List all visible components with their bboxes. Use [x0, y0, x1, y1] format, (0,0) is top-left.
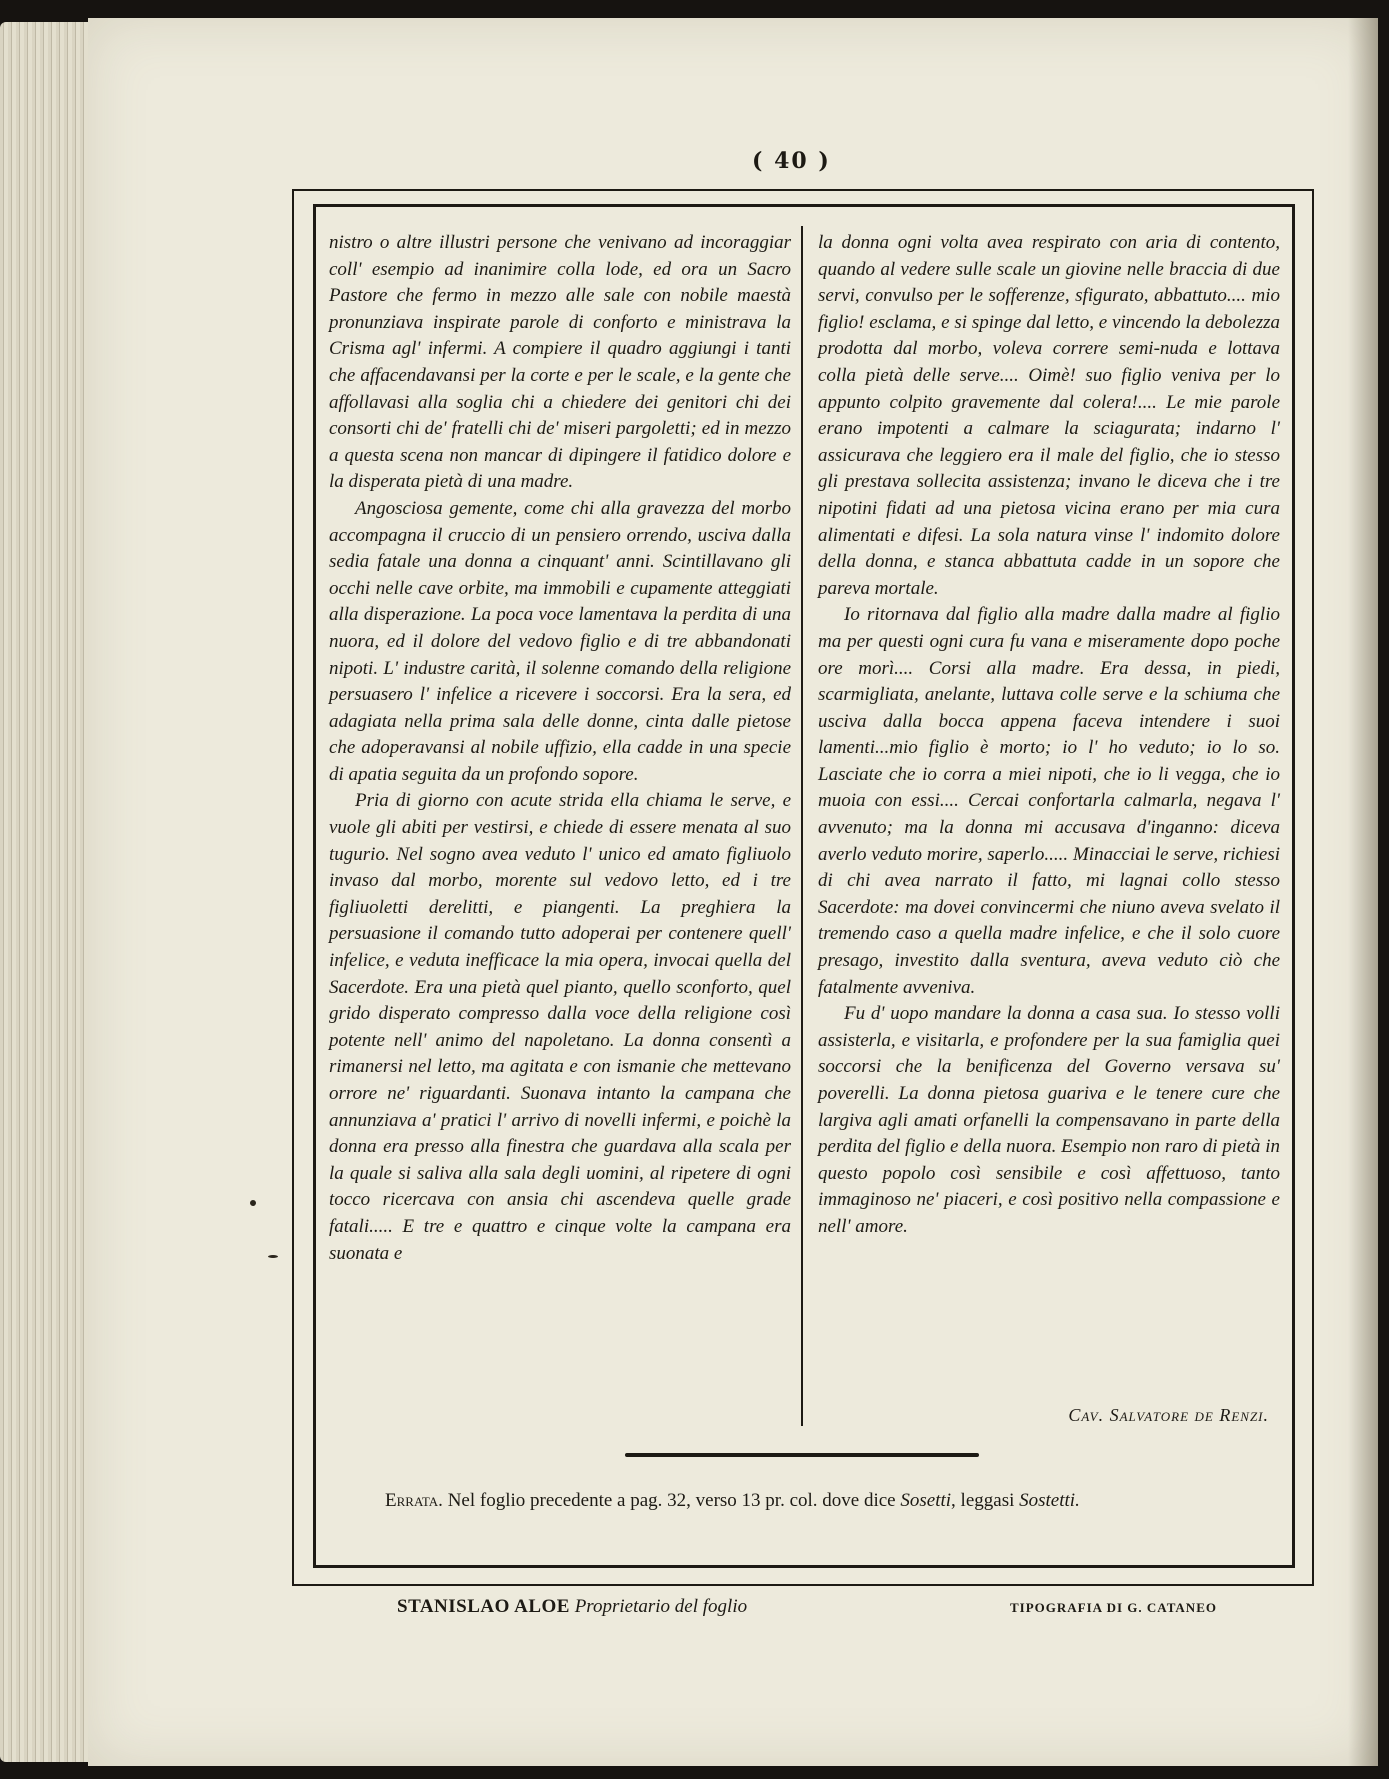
- author-signature: Cav. Salvatore de Renzi.: [1068, 1405, 1269, 1425]
- paragraph: Fu d' uopo mandare la donna a casa sua. Io stesso volli assisterla, e visitarla, e profondere per la sua famiglia quei soccorsi che la benificenza del Governo versava su' poverelli. La donna pietosa guariva e le tenere cure che largiva agli amati orfanelli la compensavano in parte della perdita del figlio e della nuora. Esempio non raro di pietà in questo popolo così sensibile e così affettuoso, tanto immaginoso ne' piaceri, e così positivo nella compassione e nell' amore.: [818, 1003, 1280, 1237]
- section-rule: [625, 1453, 979, 1457]
- paragraph: Io ritornava dal figlio alla madre dalla madre al figlio ma per questi ogni cura fu vana e miseramente dopo poche ore morì.... Corsi alla madre. Era dessa, in piedi, scarmigliata, anelante, luttava colle serve e la schiuma che usciva dalla bocca appena faceva intendere i suoi lamenti...mio figlio è morto; io l' ho veduto; io lo so. Lasciate che io corra a miei nipoti, che io li vegga, che io muoia con essi.... Cercai confortarla calmarla, negava l' avvenuto; ma la donna mi accusava d'inganno: diceva averlo veduto morire, saperlo..... Minacciai le serve, richiesi di chi avea narrato il fatto, mi lagnai collo stesso Sacerdote: ma dovei convincermi che niuno aveva svelato il tremendo caso a quella madre infelice, e che il solo cuore presago, investito dalla sventura, aveva veduto ciò che fatalmente avveniva.: [818, 604, 1280, 998]
- errata-text-b: , leggasi: [951, 1490, 1020, 1511]
- paragraph: Pria di giorno con acute strida ella chiama le serve, e vuole gli abiti per vestirsi, e chiede di essere menata al suo tugurio. Nel sogno avea veduto l' unico ed amato figliuolo invaso dal morbo, morente sul vedovo letto, ed i tre figliuoletti derelitti, e piangenti. La preghiera la persuasione il comando tutto adoperai per contenere quell' infelice, e veduta inefficace la mia opera, invocai quella del Sacerdote. Era una pietà quel pianto, quello sconforto, quel grido disperato compresso dalla voce della religione così potente nell' animo del napoletano. La donna consentì a rimanersi nel letto, ma agitata e con ismanie che mettevano orrore ne' riguardanti. Suonava intanto la campana che annunziava a' pratici l' arrivo di novelli infermi, e poichè la donna era presso alla finestra che guardava alla scala per la quale si saliva alla sala degli uomini, al ripetere di ogni tocco ricercava con ansia chi ascendeva quelle grade fatali..... E tre e quattro e cinque volte la campana era suonata e: [329, 790, 791, 1264]
- errata-wrong-word: Sosetti: [900, 1490, 952, 1511]
- errata-correct-word: Sostetti.: [1019, 1490, 1080, 1511]
- right-text-column: [818, 230, 1280, 1241]
- ink-spot: [250, 1200, 256, 1206]
- column-divider: [801, 226, 803, 1426]
- left-text-column: [329, 230, 791, 1267]
- paragraph: Angosciosa gemente, come chi alla gravezza del morbo accompagna il cruccio di un pensiero orrendo, usciva dalla sedia fatale una donna a cinquant' anni. Scintillavano gli occhi nelle cave orbite, ma immobili e cupamente atteggiati alla disperazione. La poca voce lamentava la perdita di una nuora, ed il dolore del vedovo figlio e di tre abbandonati nipoti. L' industre carità, il solenne comando della religione persuasero l' infelice a ricevere i soccorsi. Era la sera, ed adagiata nella prima sala delle donne, cinta dalle pietose che adoperavansi al nobile uffizio, ella cadde in una specie di apatia seguita da un profondo sopore.: [329, 497, 791, 785]
- footer-proprietor: [397, 1596, 747, 1618]
- errata-note: [385, 1490, 1080, 1512]
- proprietor-name: STANISLAO ALOE: [397, 1596, 570, 1617]
- proprietor-role: Proprietario del foglio: [574, 1596, 748, 1617]
- errata-text-a: Nel foglio precedente a pag. 32, verso 13 pr. col. dove dice: [442, 1490, 901, 1511]
- page-gutter-shadow: [1348, 18, 1378, 1766]
- paragraph: la donna ogni volta avea respirato con aria di contento, quando al vedere sulle scale un giovine nelle braccia di due servi, convulso per le sofferenze, sfigurato, abbattuto.... mio figlio! esclama, e si spinge dal letto, e vincendo la debolezza prodotta dal morbo, voleva correre semi-nuda e lottava colla pietà delle serve.... Oimè! suo figlio veniva per lo appunto colpito gravemente dal colera!.... Le mie parole erano impotenti a calmare la sciagurata; indarno l' assicurava che leggiero era il male del figlio, che io stesso gli prestava sollecita assistenza; invano le diceva che i tre nipotini fidati ad una pietosa vicina erano per mia cura alimentati e difesi. La sola natura vinse l' indomito dolore della donna, e stanca abbattuta cadde in un sopore che pareva mortale.: [818, 232, 1280, 599]
- footer-printer: TIPOGRAFIA DI G. CATANEO: [1010, 1600, 1217, 1615]
- errata-label: Errata.: [385, 1490, 443, 1511]
- ink-spot: [268, 1255, 278, 1258]
- paragraph: nistro o altre illustri persone che venivano ad incoraggiar coll' esempio ad inanimire colla lode, ed ora un Sacro Pastore che fermo in mezzo alle sale con nobile maestà pronunziava inspirate parole di conforto e ministrava la Crisma agl' infermi. A compiere il quadro aggiungi i tanti che affacendavansi per la corte e per le scale, e la gente che affollavasi alla soglia chi a chiedere dei genitori chi dei consorti chi de' fratelli chi de' miseri pargoletti; ed in mezzo a questa scena non mancar di dipingere il fatidico dolore e la disperata pietà di una madre.: [329, 232, 791, 493]
- page-number: ( 40 ): [752, 148, 831, 174]
